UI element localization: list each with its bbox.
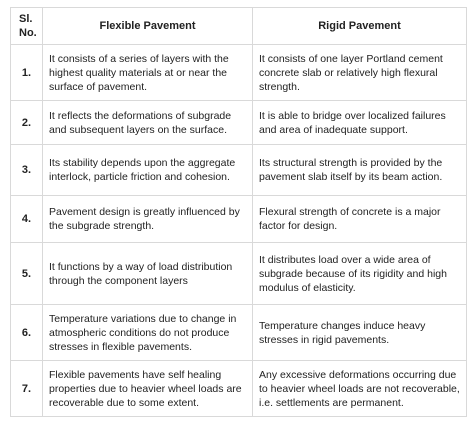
rigid-cell: It consists of one layer Portland cement concrete slab or relatively high flexural strength. — [253, 45, 467, 101]
flexible-cell: Temperature variations due to change in atmospheric conditions do not produce stresses in flexible pavements. — [43, 305, 253, 361]
row-number: 4. — [11, 196, 43, 243]
table-row — [11, 45, 467, 101]
header-sl-no — [11, 8, 43, 45]
row-number: 7. — [11, 361, 43, 417]
header-rigid-pavement: Rigid Pavement — [253, 8, 467, 45]
table-row — [11, 145, 467, 196]
flexible-cell: It consists of a series of layers with the highest quality materials at or near the surface of pavement. — [43, 45, 253, 101]
header-no-label: No. — [19, 27, 37, 39]
row-number: 1. — [11, 45, 43, 101]
flexible-cell: It reflects the deformations of subgrade and subsequent layers on the surface. — [43, 101, 253, 145]
rigid-cell: Flexural strength of concrete is a major factor for design. — [253, 196, 467, 243]
header-flexible-pavement: Flexible Pavement — [43, 8, 253, 45]
table-row — [11, 196, 467, 243]
flexible-cell: It functions by a way of load distribution through the component layers — [43, 243, 253, 305]
table-row — [11, 243, 467, 305]
row-number: 6. — [11, 305, 43, 361]
flexible-cell: Its stability depends upon the aggregate interlock, particle friction and cohesion. — [43, 145, 253, 196]
rigid-cell: Temperature changes induce heavy stresses in rigid pavements. — [253, 305, 467, 361]
table-row — [11, 305, 467, 361]
table-row — [11, 361, 467, 417]
header-sl-label: Sl. — [19, 13, 33, 25]
row-number: 3. — [11, 145, 43, 196]
row-number: 2. — [11, 101, 43, 145]
rigid-cell: It is able to bridge over localized failures and area of inadequate support. — [253, 101, 467, 145]
table-header-row — [11, 8, 467, 45]
rigid-cell: It distributes load over a wide area of subgrade because of its rigidity and high modulus of elasticity. — [253, 243, 467, 305]
comparison-table — [10, 7, 467, 417]
table-row — [11, 101, 467, 145]
flexible-cell: Pavement design is greatly influenced by the subgrade strength. — [43, 196, 253, 243]
rigid-cell: Any excessive deformations occurring due to heavier wheel loads are not recoverable, i.e. settlements are permanent. — [253, 361, 467, 417]
rigid-cell: Its structural strength is provided by the pavement slab itself by its beam action. — [253, 145, 467, 196]
row-number: 5. — [11, 243, 43, 305]
flexible-cell: Flexible pavements have self healing properties due to heavier wheel loads are recoverable due to some extent. — [43, 361, 253, 417]
